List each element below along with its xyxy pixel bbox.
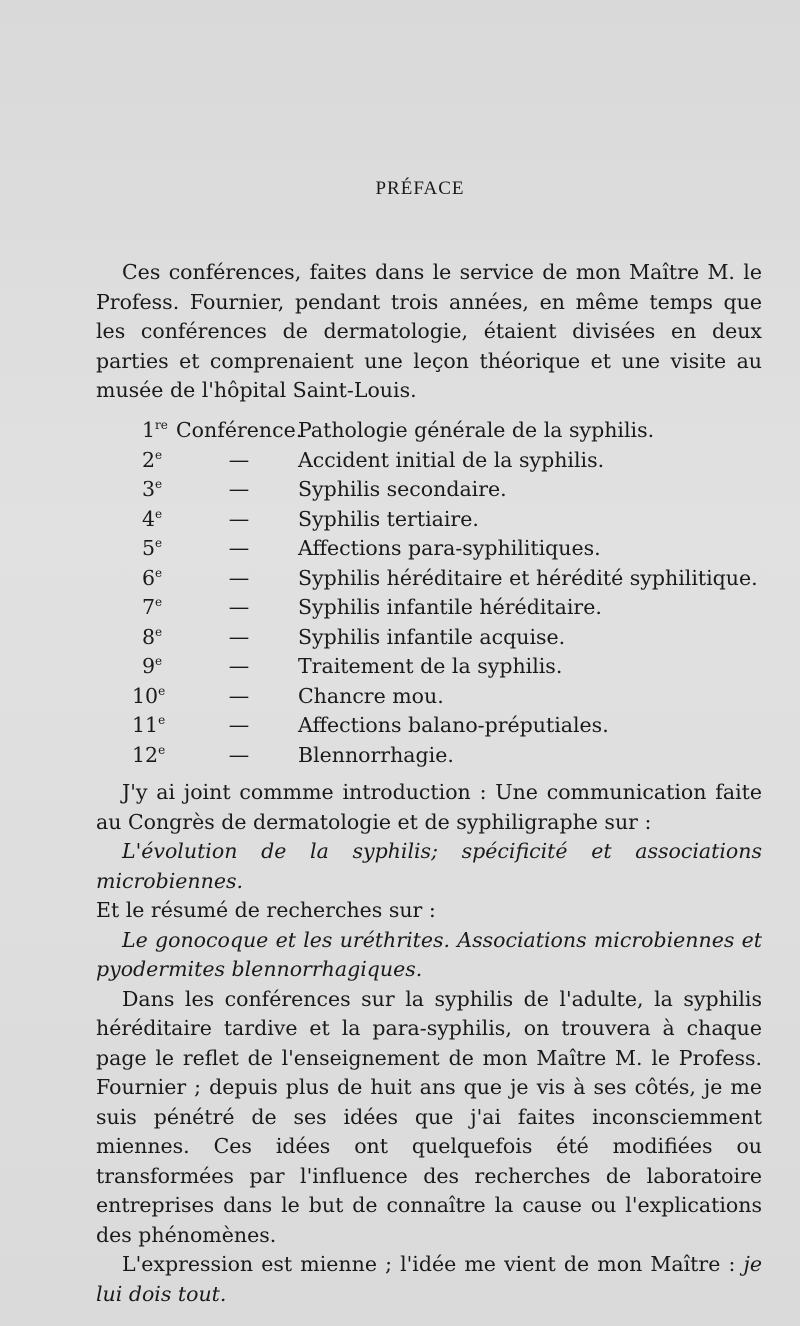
conference-number: 8e bbox=[142, 624, 163, 649]
joint-paragraph: J'y ai joint commme introduction : Une communication faite au Congrès de dermatologie et de syphiligraphe sur : bbox=[96, 780, 762, 834]
conference-number: 10e bbox=[132, 683, 166, 708]
closing-text: L'expression est mienne ; l'idée me vient de mon Maître : bbox=[122, 1252, 744, 1276]
conference-number: 11e bbox=[132, 713, 166, 737]
conference-row bbox=[96, 416, 776, 446]
conference-row bbox=[96, 593, 776, 623]
conference-number: 1re bbox=[142, 418, 168, 442]
conference-number: 4e bbox=[142, 506, 163, 531]
conference-topic: Syphilis secondaire. bbox=[298, 477, 507, 501]
conference-row bbox=[96, 475, 776, 505]
conference-number: 7e bbox=[142, 595, 163, 619]
ditto-dash: — bbox=[228, 595, 250, 619]
conference-topic: Syphilis infantile héréditaire. bbox=[298, 595, 602, 619]
conference-topic: Chancre mou. bbox=[298, 683, 444, 708]
ditto-dash: — bbox=[228, 713, 250, 737]
conference-number: 9e bbox=[142, 654, 163, 678]
intro-block bbox=[96, 258, 762, 406]
conference-row bbox=[96, 564, 776, 594]
conference-number: 6e bbox=[142, 565, 163, 590]
conference-number: 3e bbox=[142, 477, 163, 501]
conference-list bbox=[96, 416, 776, 770]
conference-number: 2e bbox=[142, 447, 163, 472]
closing-paragraph bbox=[96, 1250, 762, 1309]
conference-topic: Syphilis tertiaire. bbox=[298, 506, 479, 531]
conference-topic: Syphilis héréditaire et hérédité syphilitique. bbox=[298, 565, 758, 590]
ditto-dash: — bbox=[228, 565, 250, 590]
page-title: PRÉFACE bbox=[375, 178, 465, 199]
ditto-dash: — bbox=[228, 742, 250, 767]
body-block bbox=[96, 778, 762, 1309]
ditto-dash: — bbox=[228, 536, 250, 560]
conference-row bbox=[96, 534, 776, 564]
ditto-dash: — bbox=[228, 654, 250, 678]
resume-line: Et le résumé de recherches sur : bbox=[96, 898, 436, 922]
conference-topic: Pathologie générale de la syphilis. bbox=[298, 418, 655, 442]
conference-row bbox=[96, 623, 776, 653]
conference-row bbox=[96, 505, 776, 535]
gonocoque-title: Le gonocoque et les uréthrites. Associations microbiennes et pyodermites blennorrhagiques. bbox=[96, 927, 762, 981]
ditto-dash: — bbox=[228, 506, 250, 531]
conference-topic: Blennorrhagie. bbox=[298, 742, 454, 767]
ditto-dash: — bbox=[228, 477, 250, 501]
ditto-dash: — bbox=[228, 624, 250, 649]
conference-topic: Traitement de la syphilis. bbox=[298, 654, 563, 678]
conference-number: 12e bbox=[132, 742, 166, 767]
conference-topic: Syphilis infantile acquise. bbox=[298, 624, 566, 649]
closing-italic: je lui dois tout. bbox=[96, 1252, 762, 1306]
ditto-dash: — bbox=[228, 447, 250, 472]
conference-row bbox=[96, 682, 776, 712]
ditto-dash: — bbox=[228, 683, 250, 708]
conference-row bbox=[96, 741, 776, 771]
conference-topic: Accident initial de la syphilis. bbox=[298, 447, 605, 472]
conference-number: 5e bbox=[142, 536, 163, 560]
conference-row bbox=[96, 652, 776, 682]
conference-label: Conférence. bbox=[176, 418, 303, 442]
intro-paragraph: Ces conférences, faites dans le service de mon Maître M. le Profess. Fournier, pendant trois années, en même temps que les conférences de dermatologie, étaient divisées en deux parties et comprenaient une leçon théorique et une visite au musée de l'hôpital Saint-Louis. bbox=[96, 260, 762, 402]
adult-paragraph: Dans les conférences sur la syphilis de l'adulte, la syphilis héréditaire tardive et la para-syphilis, on trouvera à chaque page le reflet de l'enseignement de mon Maître M. le Profess. Fournier ; depuis plus de huit ans que je vis à ses côtés, je me suis pénétré de ses idées que j'ai faites inconsciemment miennes. Ces idées ont quelquefois été modifiées ou transformées par l'influence des recherches de laboratoire entreprises dans le but de connaître la cause ou l'explications des phénomènes. bbox=[96, 986, 762, 1247]
conference-topic: Affections balano-préputiales. bbox=[298, 713, 609, 737]
conference-topic: Affections para-syphilitiques. bbox=[298, 536, 601, 560]
conference-row bbox=[96, 446, 776, 476]
conference-row bbox=[96, 711, 776, 741]
evolution-title: L'évolution de la syphilis; spécificité et associations microbiennes. bbox=[96, 839, 762, 893]
